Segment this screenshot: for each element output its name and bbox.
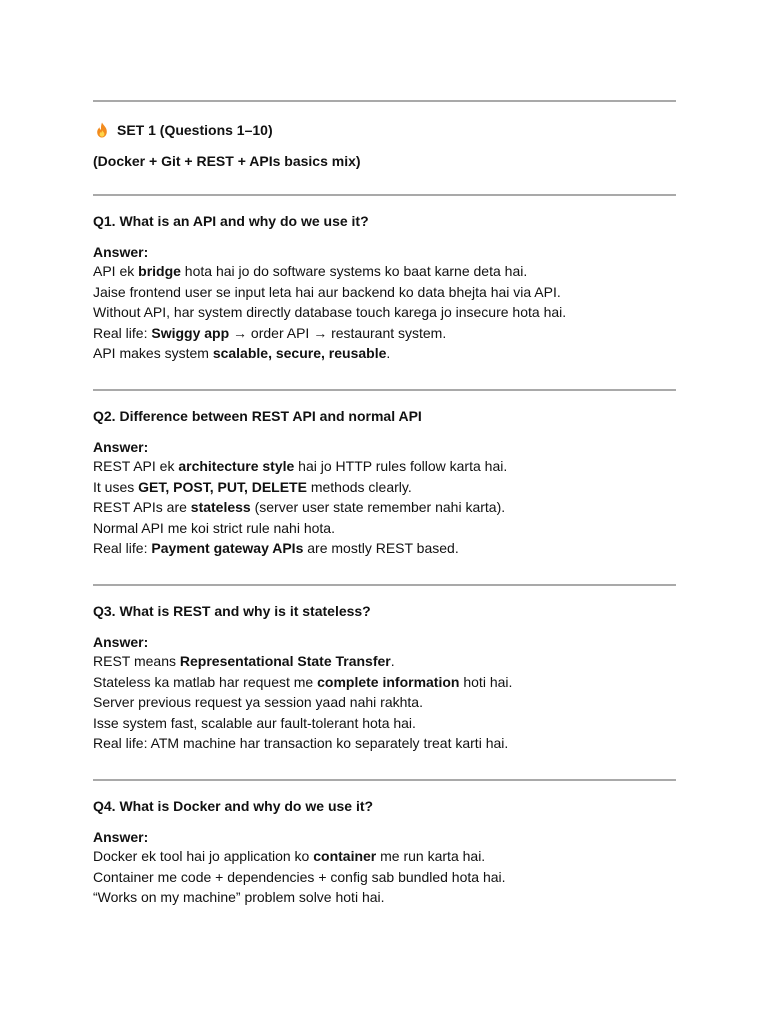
- answer-line: [93, 651, 676, 672]
- question-list: [93, 194, 676, 933]
- question-block: [93, 781, 676, 933]
- answer-line: [93, 887, 676, 908]
- answer-line: [93, 733, 676, 754]
- answer-emphasis: Representational State Transfer: [179, 652, 391, 669]
- answer-text: Docker ek tool hai jo application ko: [93, 847, 314, 864]
- set-title: SET 1 (Questions 1–10): [117, 122, 273, 138]
- answer-line: [93, 282, 676, 303]
- answer-emphasis: stateless: [190, 499, 251, 516]
- question-title: Q1. What is an API and why do we use it?: [93, 213, 369, 229]
- answer-text: methods clearly.: [306, 478, 412, 495]
- answer-text: REST API ek: [93, 457, 179, 474]
- answer-emphasis: GET, POST, PUT, DELETE: [138, 478, 307, 495]
- question-title: Q3. What is REST and why is it stateless?: [93, 602, 371, 619]
- answer-line: [93, 302, 676, 323]
- answer-line: [93, 343, 676, 364]
- answer-emphasis: architecture style: [178, 457, 295, 474]
- answer-line: [93, 867, 676, 888]
- answer-text: .: [386, 345, 391, 362]
- answer-line: [93, 538, 676, 559]
- answer-text: It uses: [93, 478, 139, 495]
- answer-text: REST means: [93, 652, 180, 669]
- answer-text: hai jo HTTP rules follow karta hai.: [294, 457, 508, 474]
- divider: [93, 100, 676, 102]
- answer-line: [93, 713, 676, 734]
- answer-text: Real life: ATM machine har transaction ko separately treat karti hai.: [93, 735, 509, 752]
- answer-text: Without API, har system directly database touch karega jo insecure hota hai.: [93, 304, 567, 321]
- answer-line: [93, 846, 676, 867]
- answer-text: (server user state remember nahi karta).: [250, 499, 506, 516]
- question-block: [93, 391, 676, 584]
- answer-text: Isse system fast, scalable aur fault-tolerant hota hai.: [93, 714, 416, 731]
- answer-line: [93, 692, 676, 713]
- answer-label: Answer:: [93, 244, 149, 260]
- answer-text: → order API → restaurant system.: [229, 324, 447, 341]
- answer-label: Answer:: [93, 633, 149, 650]
- answer-emphasis: bridge: [138, 263, 181, 279]
- answer-emphasis: scalable, secure, reusable: [212, 345, 387, 362]
- answer-text: Server previous request ya session yaad nahi rakhta.: [93, 694, 423, 711]
- answer-label: Answer:: [93, 438, 149, 455]
- answer-emphasis: Swiggy app: [151, 324, 230, 341]
- answer-text: API ek: [93, 263, 139, 279]
- answer-label: Answer:: [93, 828, 149, 845]
- answer-line: [93, 323, 676, 344]
- answer-text: .: [390, 652, 395, 669]
- answer-text: API makes system: [93, 345, 213, 362]
- answer-line: [93, 477, 676, 498]
- answer-emphasis: container: [313, 847, 377, 864]
- answer-text: Real life:: [93, 324, 152, 341]
- answer-line: [93, 261, 676, 282]
- answer-emphasis: Payment gateway APIs: [151, 540, 304, 557]
- document-page: [93, 100, 676, 933]
- question-title: Q4. What is Docker and why do we use it?: [93, 797, 374, 814]
- answer-text: hoti hai.: [459, 673, 513, 690]
- answer-line: [93, 518, 676, 539]
- fire-icon: [93, 121, 111, 139]
- answer-text: Normal API me koi strict rule nahi hota.: [93, 519, 335, 536]
- answer-line: [93, 456, 676, 477]
- question-block: [93, 196, 676, 389]
- answer-text: me run karta hai.: [376, 847, 486, 864]
- set-heading: [93, 121, 676, 139]
- answer-text: Real life:: [93, 540, 152, 557]
- answer-text: REST APIs are: [93, 499, 191, 516]
- answer-text: Stateless ka matlab har request me: [93, 673, 318, 690]
- question-block: [93, 586, 676, 779]
- set-subtitle: (Docker + Git + REST + APIs basics mix): [93, 153, 361, 169]
- answer-text: “Works on my machine” problem solve hoti hai.: [93, 889, 385, 906]
- answer-text: are mostly REST based.: [303, 540, 459, 557]
- answer-text: Container me code + dependencies + config sab bundled hota hai.: [93, 868, 506, 885]
- answer-text: Jaise frontend user se input leta hai aur backend ko data bhejta hai via API.: [93, 283, 561, 300]
- answer-line: [93, 497, 676, 518]
- answer-text: hota hai jo do software systems ko baat karne deta hai.: [180, 263, 528, 279]
- answer-line: [93, 672, 676, 693]
- question-title: Q2. Difference between REST API and normal API: [93, 407, 422, 424]
- answer-emphasis: complete information: [317, 673, 460, 690]
